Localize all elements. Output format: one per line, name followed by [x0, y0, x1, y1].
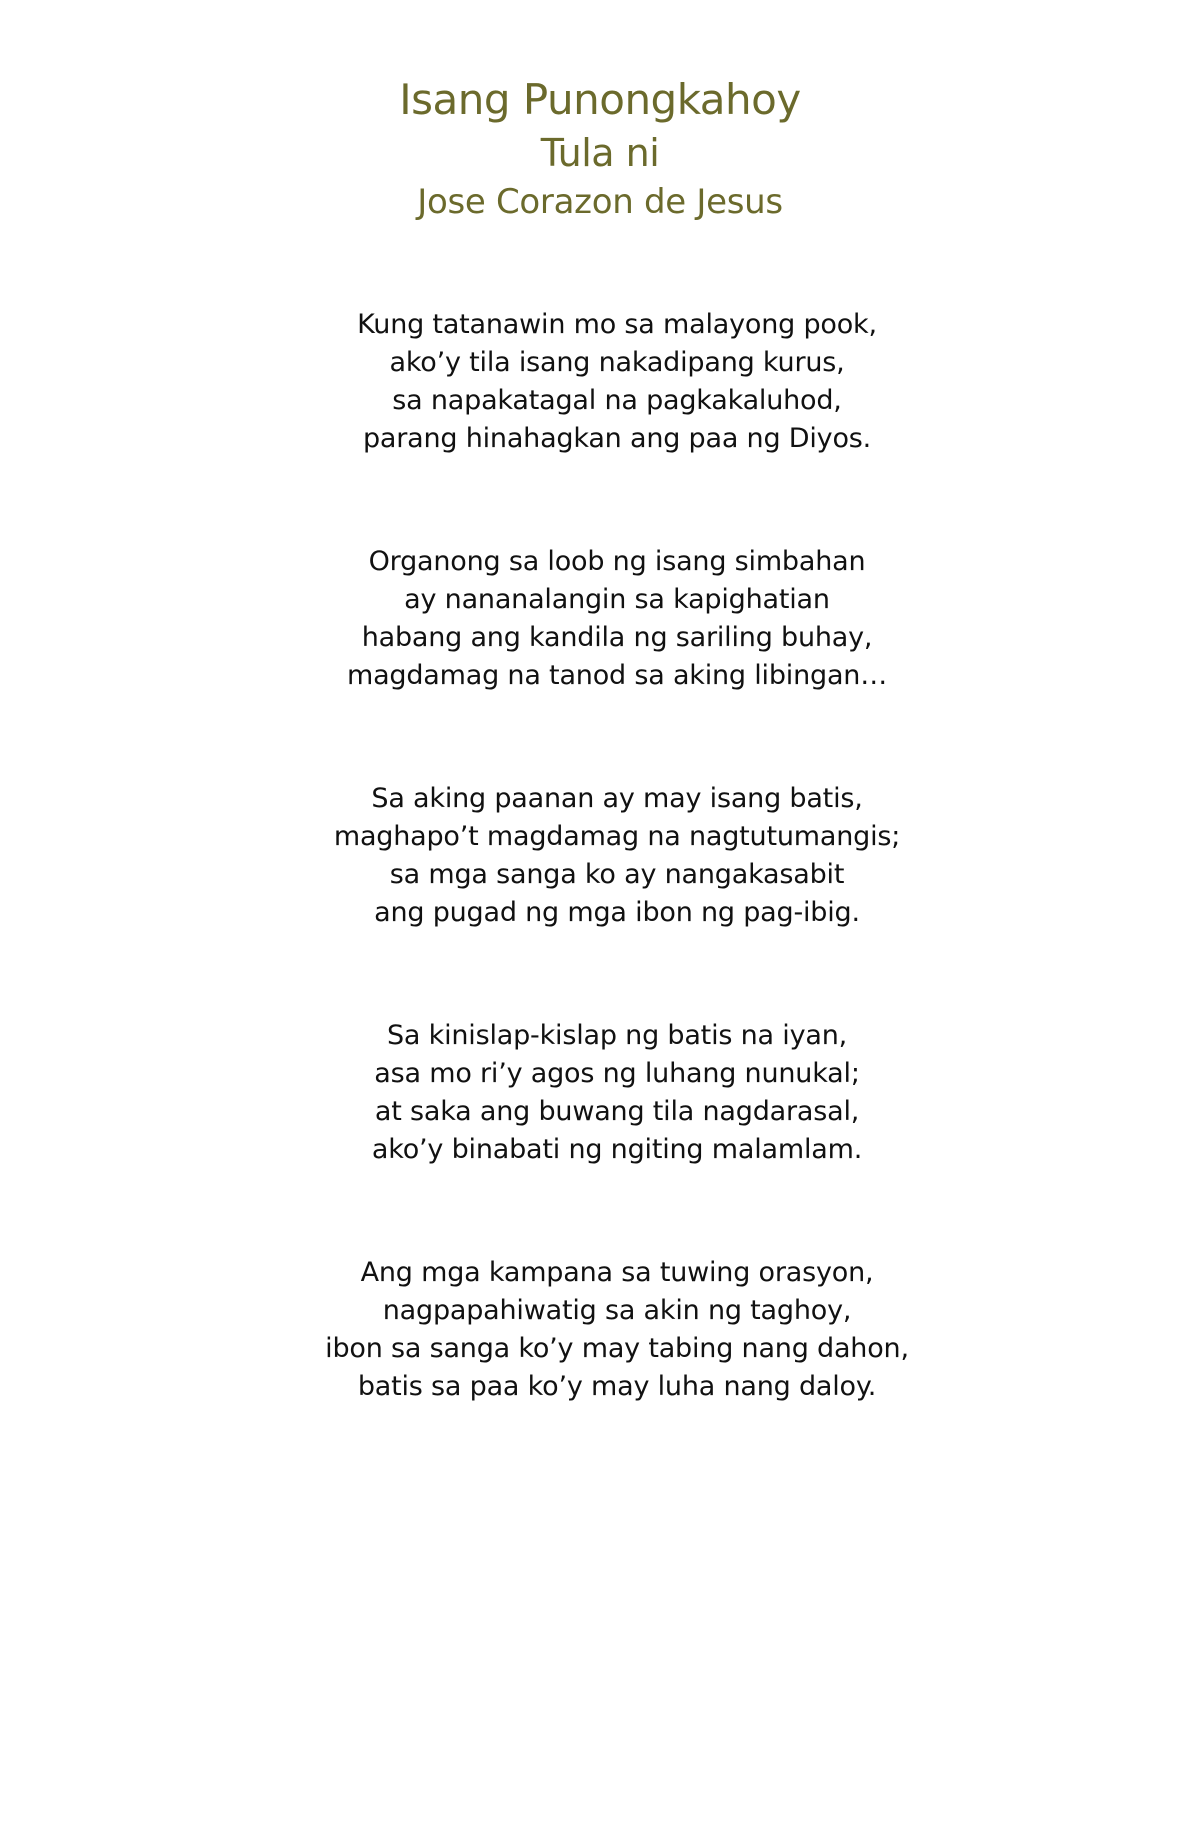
- poem-line: batis sa paa ko’y may luha nang daloy.: [357, 1371, 877, 1402]
- stanza-4: [0, 1017, 1200, 1169]
- poem-title: Isang Punongkahoy: [399, 75, 801, 124]
- poem-line: asa mo ri’y agos ng luhang nunukal;: [374, 1058, 860, 1089]
- poem-author: Jose Corazon de Jesus: [417, 182, 783, 222]
- poem-line: habang ang kandila ng sariling buhay,: [361, 622, 873, 653]
- poem-line: Ang mga kampana sa tuwing orasyon,: [360, 1257, 874, 1288]
- poem-line: ang pugad ng mga ibon ng pag-ibig.: [374, 897, 860, 928]
- poem-line: Kung tatanawin mo sa malayong pook,: [357, 309, 877, 340]
- stanza-1: [0, 306, 1200, 458]
- poem-line: sa mga sanga ko ay nangakasabit: [389, 859, 845, 890]
- poem-line: ako’y binabati ng ngiting malamlam.: [371, 1134, 863, 1165]
- poem-line: Sa kinislap-kislap ng batis na iyan,: [386, 1020, 847, 1051]
- poem-line: ako’y tila isang nakadipang kurus,: [389, 347, 845, 378]
- poem-line: ibon sa sanga ko’y may tabing nang dahon,: [325, 1333, 909, 1364]
- poem-header: [0, 72, 1200, 226]
- poem-line: at saka ang buwang tila nagdarasal,: [374, 1096, 860, 1127]
- poem-line: ay nananalangin sa kapighatian: [404, 584, 830, 615]
- poem-line: sa napakatagal na pagkakaluhod,: [392, 385, 842, 416]
- poem-line: magdamag na tanod sa aking libingan…: [346, 660, 888, 691]
- poem-line: maghapo’t magdamag na nagtutumangis;: [333, 821, 901, 852]
- poem-line: nagpapahiwatig sa akin ng taghoy,: [382, 1295, 852, 1326]
- poem-subtitle: Tula ni: [540, 131, 660, 175]
- poem-line: parang hinahagkan ang paa ng Diyos.: [362, 423, 872, 454]
- poem-line: Sa aking paanan ay may isang batis,: [371, 783, 863, 814]
- stanza-3: [0, 780, 1200, 932]
- stanza-2: [0, 543, 1200, 695]
- poem-line: Organong sa loob ng isang simbahan: [368, 546, 866, 577]
- stanza-5: [0, 1254, 1200, 1406]
